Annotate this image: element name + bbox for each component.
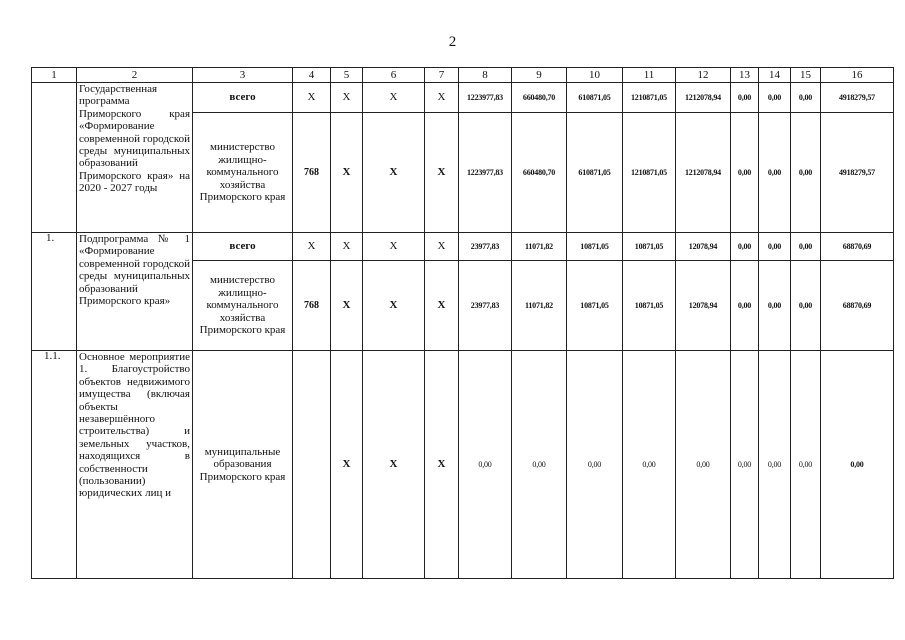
table-cell: 0,00	[791, 351, 821, 579]
table-cell: 0,00	[759, 113, 791, 233]
table-cell: 0,00	[459, 351, 512, 579]
program-number	[32, 83, 77, 233]
table-cell: 4918279,57	[821, 83, 894, 113]
program-total-row	[32, 83, 894, 113]
header-cell: 12	[676, 68, 731, 83]
table-cell: X	[425, 233, 459, 261]
table-cell: X	[331, 261, 363, 351]
header-cell: 15	[791, 68, 821, 83]
table-cell: X	[293, 83, 331, 113]
total-label: всего	[193, 233, 293, 261]
table-cell: 10871,05	[567, 233, 623, 261]
table-cell: 1210871,05	[623, 83, 676, 113]
table-cell: X	[363, 113, 425, 233]
table-cell: X	[363, 261, 425, 351]
table-cell: 0,00	[512, 351, 567, 579]
table-cell: 0,00	[759, 233, 791, 261]
activity-number: 1.1.	[32, 351, 77, 579]
table-cell: 0,00	[759, 351, 791, 579]
total-label: всего	[193, 83, 293, 113]
table-cell: 0,00	[731, 83, 759, 113]
table-cell: 4918279,57	[821, 113, 894, 233]
table-cell: 23977,83	[459, 261, 512, 351]
activity-name: Основное мероприятие 1. Благоустройство объектов недвижимого имущества (включая объекты незавершённого строительства) и земельных участков, находящихся в собственности (пользовании) юридических лиц и	[77, 351, 193, 579]
header-row	[32, 68, 894, 83]
header-cell: 2	[77, 68, 193, 83]
table-cell: X	[331, 113, 363, 233]
program-name: Государственная программа Приморского края «Формирование современной городской среды муниципальных образований Приморского края» на 2020 - 2027 годы	[77, 83, 193, 233]
table-cell: 23977,83	[459, 233, 512, 261]
activity-row	[32, 351, 894, 579]
table-cell: 0,00	[731, 233, 759, 261]
table-cell: 660480,70	[512, 83, 567, 113]
table-cell: 768	[293, 113, 331, 233]
header-cell: 8	[459, 68, 512, 83]
table-cell: 10871,05	[567, 261, 623, 351]
header-cell: 5	[331, 68, 363, 83]
header-cell: 9	[512, 68, 567, 83]
table-cell: 0,00	[759, 83, 791, 113]
responsible-executor: министерство жилищно-коммунального хозяйства Приморского края	[193, 261, 293, 351]
page-number: 2	[448, 34, 457, 50]
header-cell: 10	[567, 68, 623, 83]
table-cell: 610871,05	[567, 83, 623, 113]
table-cell: 10871,05	[623, 261, 676, 351]
table-cell: 10871,05	[623, 233, 676, 261]
table-cell: X	[425, 351, 459, 579]
table-cell: X	[331, 351, 363, 579]
table-cell: 0,00	[791, 83, 821, 113]
table-cell: X	[331, 233, 363, 261]
table-cell: X	[293, 233, 331, 261]
table-cell: 1223977,83	[459, 83, 512, 113]
table-cell: 11071,82	[512, 261, 567, 351]
responsible-executor: министерство жилищно-коммунального хозяйства Приморского края	[193, 113, 293, 233]
table-cell: X	[363, 351, 425, 579]
table-cell: X	[363, 233, 425, 261]
subprogram-total-row	[32, 233, 894, 261]
table-cell: 0,00	[731, 351, 759, 579]
table-cell: X	[363, 83, 425, 113]
header-cell: 1	[32, 68, 77, 83]
table-cell: 1223977,83	[459, 113, 512, 233]
table-cell: 0,00	[731, 113, 759, 233]
table-cell: 1210871,05	[623, 113, 676, 233]
header-cell: 11	[623, 68, 676, 83]
table-cell: X	[425, 261, 459, 351]
table-cell: X	[425, 113, 459, 233]
table-cell: 0,00	[791, 261, 821, 351]
table-cell: 610871,05	[567, 113, 623, 233]
table-cell: 0,00	[821, 351, 894, 579]
table-cell: 660480,70	[512, 113, 567, 233]
table-cell	[293, 351, 331, 579]
table-cell: 0,00	[676, 351, 731, 579]
header-cell: 4	[293, 68, 331, 83]
table-cell: 0,00	[791, 233, 821, 261]
header-cell: 3	[193, 68, 293, 83]
table-cell: 0,00	[731, 261, 759, 351]
table-cell: 0,00	[623, 351, 676, 579]
table-cell: 12078,94	[676, 261, 731, 351]
table-cell: 1212078,94	[676, 83, 731, 113]
table-cell: 768	[293, 261, 331, 351]
table-cell: X	[331, 83, 363, 113]
subprogram-name: Подпрограмма № 1 «Формирование современной городской среды муниципальных образований Приморского края»	[77, 233, 193, 351]
table-cell: 68870,69	[821, 261, 894, 351]
header-cell: 14	[759, 68, 791, 83]
header-cell: 13	[731, 68, 759, 83]
table-cell: 1212078,94	[676, 113, 731, 233]
table-cell: 0,00	[567, 351, 623, 579]
subprogram-number: 1.	[32, 233, 77, 351]
table-cell: 68870,69	[821, 233, 894, 261]
table-cell: 12078,94	[676, 233, 731, 261]
table-cell: X	[425, 83, 459, 113]
table-cell: 0,00	[759, 261, 791, 351]
budget-table	[31, 67, 894, 579]
header-cell: 16	[821, 68, 894, 83]
responsible-executor: муниципальные образования Приморского края	[193, 351, 293, 579]
header-cell: 7	[425, 68, 459, 83]
table-cell: 0,00	[791, 113, 821, 233]
header-cell: 6	[363, 68, 425, 83]
table-cell: 11071,82	[512, 233, 567, 261]
